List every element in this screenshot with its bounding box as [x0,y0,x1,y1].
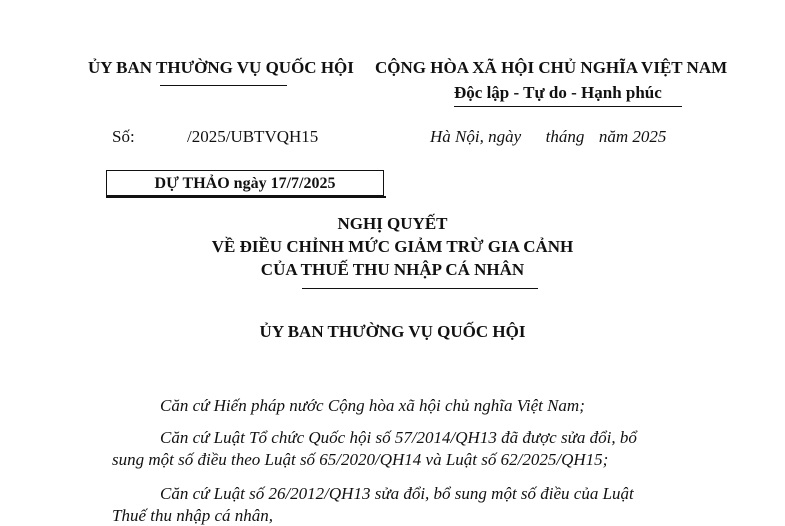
preamble-paragraph-2-line-1: Căn cứ Luật Tổ chức Quốc hội số 57/2014/QH13 đã được sửa đổi, bổ [160,428,637,447]
resolution-title-line-3: CỦA THUẾ THU NHẬP CÁ NHÂN [260,260,525,279]
preamble-paragraph-3-line-1: Căn cứ Luật số 26/2012/QH13 sửa đổi, bổ sung một số điều của Luật [160,484,634,503]
draft-stamp-box: DỰ THẢO ngày 17/7/2025 [106,170,384,196]
resolution-title-line-1: NGHỊ QUYẾT [337,214,448,233]
national-motto: Độc lập - Tự do - Hạnh phúc [454,83,662,102]
agency-underline [160,85,287,86]
place-and-date [430,127,666,147]
document-number-label: Số: [112,127,135,146]
preamble-paragraph-2-line-2: sung một số điều theo Luật số 65/2020/QH14 và Luật số 62/2025/QH15; [112,450,609,469]
preamble-paragraph-3-line-2: Thuế thu nhập cá nhân, [112,506,274,525]
title-underline [302,288,538,289]
preamble-paragraph-1: Căn cứ Hiến pháp nước Cộng hòa xã hội chủ nghĩa Việt Nam; [160,396,585,415]
draft-box-underline [106,196,386,198]
place-date-city: Hà Nội, ngày [430,127,522,146]
place-date-month: tháng [545,127,585,146]
place-date-year: năm 2025 [598,127,667,146]
resolution-title-line-2: VỀ ĐIỀU CHỈNH MỨC GIẢM TRỪ GIA CẢNH [211,237,574,256]
national-title: CỘNG HÒA XÃ HỘI CHỦ NGHĨA VIỆT NAM [375,58,728,77]
issuing-agency-header: ỦY BAN THƯỜNG VỤ QUỐC HỘI [88,58,354,77]
motto-underline [454,106,682,107]
document-number-value: /2025/UBTVQH15 [187,127,319,146]
issuing-body: ỦY BAN THƯỜNG VỤ QUỐC HỘI [259,322,526,341]
